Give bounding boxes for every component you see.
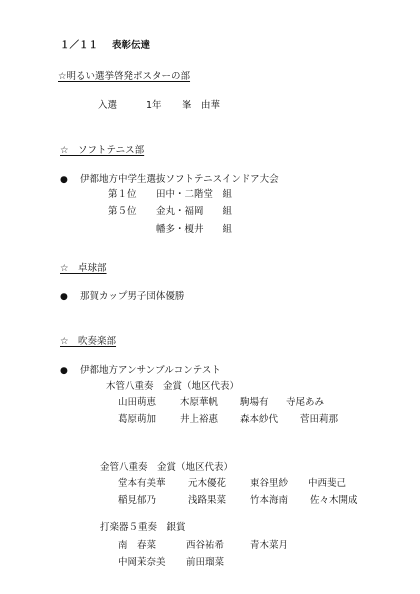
member-name: 青木菜月 [250, 540, 289, 551]
member-name: 竹本海南 [250, 495, 289, 506]
member-name: 菅田莉那 [300, 414, 339, 425]
poster-prize: 入選 [98, 100, 118, 111]
bullet-icon: ● [60, 366, 68, 376]
member-name: 西谷祐希 [186, 540, 225, 551]
member-name: 森本紗代 [240, 414, 279, 425]
band-group-title: 木管八重奏 金賞（地区代表） [106, 381, 240, 392]
member-name: 南 春菜 [118, 540, 157, 551]
section-heading-softtennis: ☆ ソフトテニス部 [60, 145, 145, 156]
page-title: 表彰伝達 [112, 40, 151, 51]
member-name: 中西斐己 [308, 478, 347, 489]
poster-grade: 1年 [146, 100, 162, 111]
member-name: 佐々木開成 [310, 495, 358, 506]
member-name: 浅路果菜 [188, 495, 227, 506]
member-name: 井上裕惠 [180, 414, 219, 425]
member-name: 中岡茉奈美 [118, 557, 166, 568]
softtennis-names: 田中・二階堂 組 [156, 189, 233, 200]
bullet-icon: ● [60, 175, 68, 185]
softtennis-names: 金丸・福岡 組 [156, 206, 233, 217]
poster-name: 峯 由華 [182, 100, 221, 111]
member-name: 木原華帆 [180, 397, 219, 408]
softtennis-rank: 第１位 [108, 189, 137, 200]
member-name: 東谷里紗 [250, 478, 289, 489]
member-name: 稲見郁乃 [118, 495, 157, 506]
tabletennis-event: 那賀カップ男子団体優勝 [80, 291, 185, 302]
member-name: 元木優花 [188, 478, 227, 489]
member-name: 駒場有 [240, 397, 269, 408]
member-name: 山田萌恵 [118, 397, 157, 408]
section-heading-tabletennis: ☆ 卓球部 [60, 263, 107, 274]
bullet-icon: ● [60, 292, 68, 302]
member-name: 前田瑠菜 [186, 557, 225, 568]
band-group-title: 打楽器５重奏 銀賞 [100, 522, 186, 533]
softtennis-rank: 第５位 [108, 206, 137, 217]
band-group-title: 金管八重奏 金賞（地区代表） [100, 462, 234, 473]
member-name: 葛原萌加 [118, 414, 157, 425]
section-heading-band: ☆ 吹奏楽部 [60, 336, 117, 347]
band-event: 伊都地方アンサンブルコンテスト [80, 365, 221, 376]
member-name: 寺尾あみ [286, 397, 325, 408]
date-label: １／１１ [60, 40, 99, 51]
softtennis-event: 伊都地方中学生選抜ソフトテニスインドア大会 [80, 174, 279, 185]
member-name: 堂本有美華 [118, 478, 166, 489]
section-heading-poster: ☆明るい選挙啓発ポスターの部 [58, 71, 191, 82]
softtennis-names: 幡多・榎井 組 [156, 224, 233, 235]
